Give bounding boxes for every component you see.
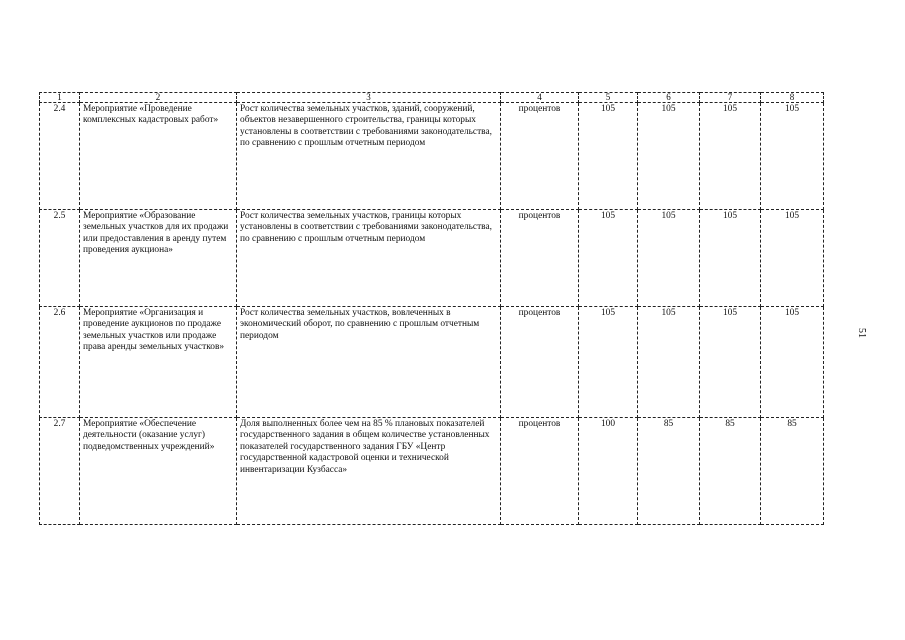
- table-header-row: [40, 93, 824, 103]
- value-cell: 105: [579, 210, 638, 307]
- column-header: 3: [237, 93, 501, 103]
- column-header: 6: [638, 93, 700, 103]
- table-row: [40, 210, 824, 307]
- unit-cell: процентов: [501, 307, 579, 418]
- value-cell: 105: [761, 103, 824, 210]
- value-cell: 105: [700, 210, 761, 307]
- table-row: [40, 307, 824, 418]
- value-cell: 105: [638, 103, 700, 210]
- indicator-name: Рост количества земельных участков, зданий, сооружений, объектов незавершенного строительства, границы которых установлены в соответствии с требованиями законодательства, по сравнению с прошлым отчетным периодом: [237, 103, 501, 210]
- value-cell: 85: [761, 418, 824, 525]
- value-cell: 105: [638, 210, 700, 307]
- value-cell: 105: [638, 307, 700, 418]
- value-cell: 105: [700, 103, 761, 210]
- value-cell: 105: [579, 307, 638, 418]
- indicator-name: Рост количества земельных участков, границы которых установлены в соответствии с требованиями законодательства, по сравнению с прошлым отчетным периодом: [237, 210, 501, 307]
- indicator-name: Рост количества земельных участков, вовлеченных в экономический оборот, по сравнению с прошлым отчетным периодом: [237, 307, 501, 418]
- event-name: Мероприятие «Проведение комплексных кадастровых работ»: [80, 103, 237, 210]
- column-header: 4: [501, 93, 579, 103]
- event-name: Мероприятие «Организация и проведение аукционов по продаже земельных участков или продаже права аренды земельных участков»: [80, 307, 237, 418]
- row-number: 2.4: [40, 103, 80, 210]
- column-header: 8: [761, 93, 824, 103]
- row-number: 2.6: [40, 307, 80, 418]
- table-row: [40, 418, 824, 525]
- unit-cell: процентов: [501, 418, 579, 525]
- event-name: Мероприятие «Образование земельных участков для их продажи или предоставления в аренду путем проведения аукциона»: [80, 210, 237, 307]
- unit-cell: процентов: [501, 103, 579, 210]
- indicator-name: Доля выполненных более чем на 85 % плановых показателей государственного задания в общем количестве установленных показателей государственного задания ГБУ «Центр государственной кадастровой оценки и технической инвентаризации Кузбасса»: [237, 418, 501, 525]
- indicators-table: [39, 92, 824, 525]
- column-header: 7: [700, 93, 761, 103]
- value-cell: 85: [700, 418, 761, 525]
- column-header: 2: [80, 93, 237, 103]
- table-row: [40, 103, 824, 210]
- unit-cell: процентов: [501, 210, 579, 307]
- column-header: 5: [579, 93, 638, 103]
- value-cell: 105: [700, 307, 761, 418]
- value-cell: 85: [638, 418, 700, 525]
- row-number: 2.7: [40, 418, 80, 525]
- value-cell: 100: [579, 418, 638, 525]
- column-header: 1: [40, 93, 80, 103]
- row-number: 2.5: [40, 210, 80, 307]
- page-number: 51: [856, 328, 867, 338]
- value-cell: 105: [579, 103, 638, 210]
- event-name: Мероприятие «Обеспечение деятельности (оказание услуг) подведомственных учреждений»: [80, 418, 237, 525]
- value-cell: 105: [761, 210, 824, 307]
- value-cell: 105: [761, 307, 824, 418]
